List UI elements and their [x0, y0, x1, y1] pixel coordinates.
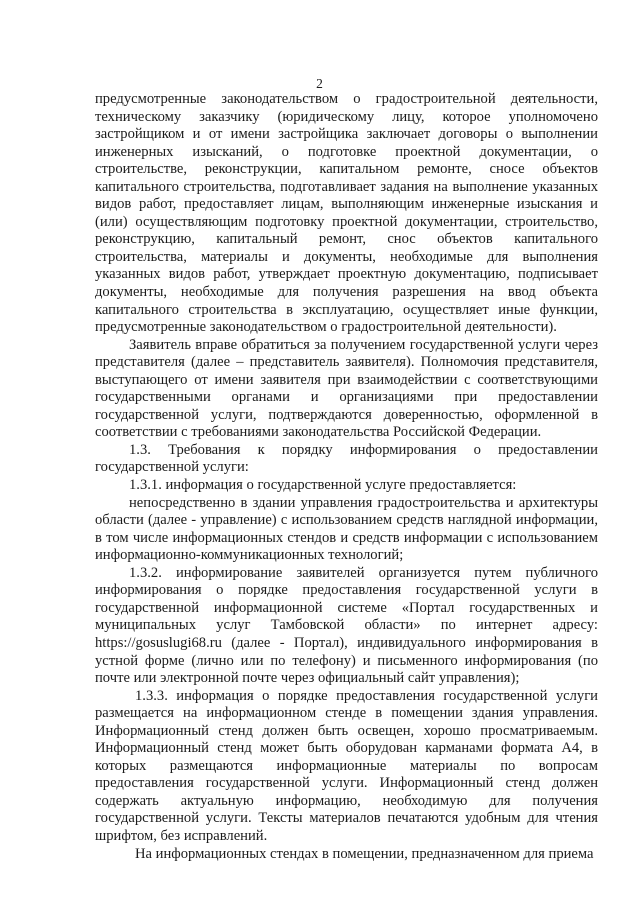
paragraph-info-stands: На информационных стендах в помещении, предназначенном для приема: [135, 845, 594, 862]
paragraph-technical-customer: предусмотренные законодательством о градостроительной деятельности, техническому заказчику (юридическому лицу, которое уполномочено застройщиком и от имени застройщика заключает договоры о выполнении инженерных изысканий, о подготовке проектной документации, о строительстве, реконструкции, капитальном ремонте, сносе объектов капитального строительства, подготавливает задания на выполнение указанных видов работ, предоставляет лицам, выполняющим инженерные изыскания и (или) осуществляющим подготовку проектной документации, строительство, реконструкцию, капитальный ремонт, снос объектов капитального строительства, материалы и документы, необходимые для выполнения указанных видов работ, утверждает проектную документацию, подписывает документы, необходимые для получения разрешения на ввод объекта капитального строительства в эксплуатацию, осуществляет иные функции, предусмотренные законодательством о градостроительной деятельности).: [95, 91, 598, 336]
paragraph-section-1-3-3: 1.3.3. информация о порядке предоставления государственной услуги размещается на информационном стенде в помещении здания управления. Информационный стенд должен быть освещен, хорошо просматриваемым. Информационный стенд может быть оборудован карманами формата А4, в которых размещаются информационные материалы по вопросам предоставления государственной услуги. Информационный стенд должен содержать актуальную информацию, необходимую для получения государственной услуги. Тексты материалов печатаются удобным для чтения шрифтом, без исправлений.: [95, 687, 598, 844]
page-number: 2: [316, 76, 323, 91]
paragraph-section-1-3-2: 1.3.2. информирование заявителей организуется путем публичного информирования о порядке предоставления государственной услуги в государственной информационной системе «Портал государственных и муниципальных услуг Тамбовской области» по интернет адресу: https://gosuslugi68.ru (далее - Портал), индивидуального информирования в устной форме (лично или по телефону) и письменного информирования (по почте или электронной почте через официальный сайт управления);: [95, 564, 598, 687]
paragraph-applicant-representative: Заявитель вправе обратиться за получением государственной услуги через представителя (далее – представитель заявителя). Полномочия представителя, выступающего от имени заявителя при взаимодействии с соответствующими государственными органами и организациями при предоставлении государственной услуги, подтверждаются доверенностью, оформленной в соответствии с требованиями законодательства Российской Федерации.: [95, 336, 598, 441]
document-body: [95, 91, 598, 863]
paragraph-section-1-3-1: 1.3.1. информация о государственной услуге предоставляется:: [129, 477, 517, 494]
paragraph-in-building: непосредственно в здании управления градостроительства и архитектуры области (далее - управление) с использованием средств наглядной информации, в том числе информационных стендов и средств информации с использованием информационно-коммуникационных технологий;: [95, 494, 598, 564]
paragraph-section-1-3: 1.3. Требования к порядку информирования о предоставлении государственной услуги:: [95, 441, 598, 476]
